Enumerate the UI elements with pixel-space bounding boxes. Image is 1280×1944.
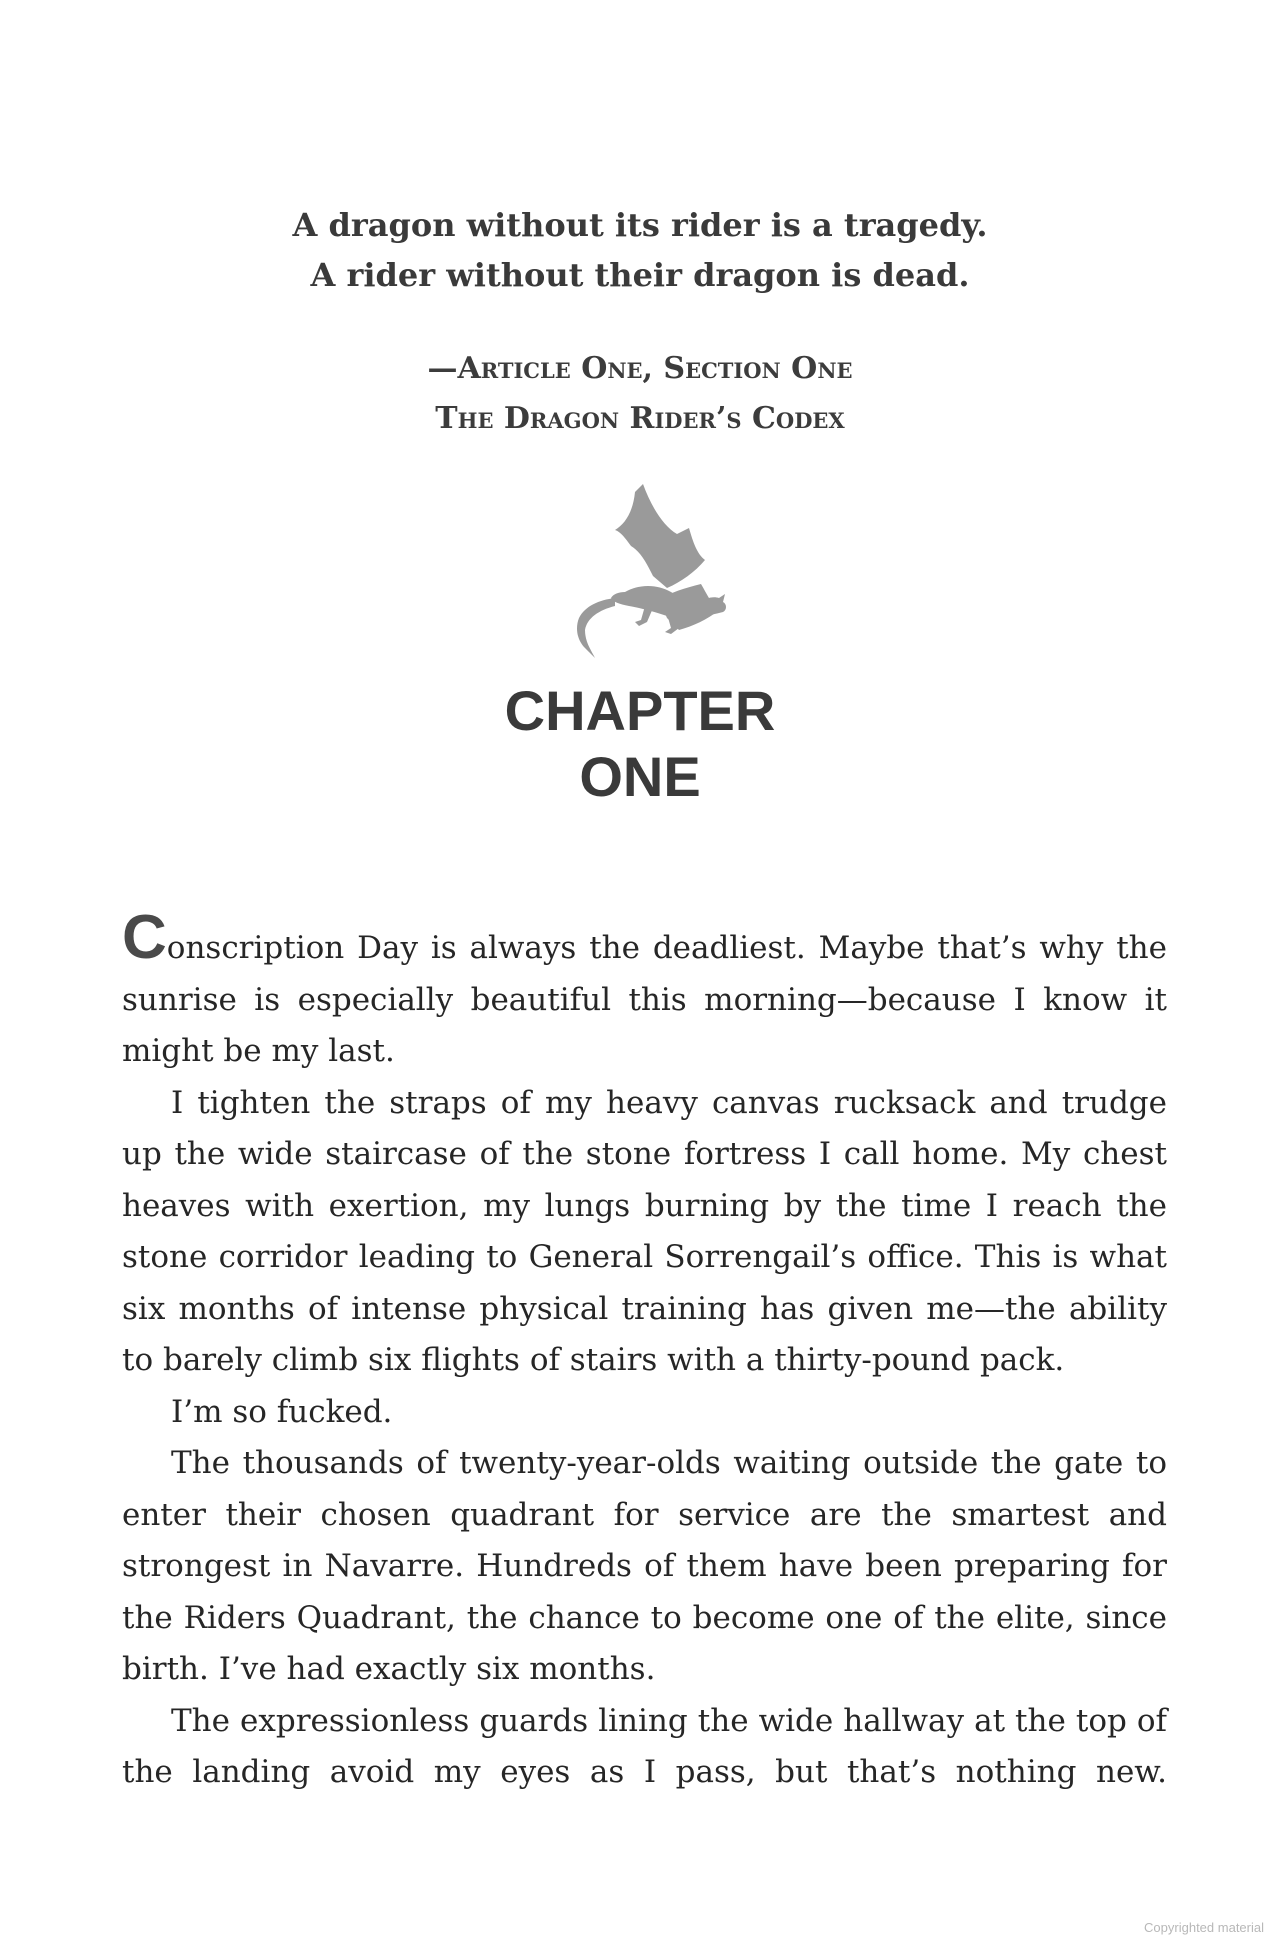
epigraph-line-1: A dragon without its rider is a tragedy. [292,206,988,244]
paragraph-3: I’m so fucked. [171,1393,393,1430]
chapter-body [122,903,1167,1799]
chapter-number: ONE [579,745,701,808]
copyright-watermark: Copyrighted material [1144,1920,1264,1935]
paragraph-5: The expressionless guards lining the wide hallway at the top of the landing avoid my eyes as I pass, but that’s nothing new. [122,1702,1167,1790]
epigraph-line-2: A rider without their dragon is dead. [310,256,970,294]
chapter-heading [0,678,1280,810]
attribution-line-2: The Dragon Rider’s Codex [435,401,845,436]
epigraph [0,200,1280,300]
paragraph-2: I tighten the straps of my heavy canvas rucksack and trudge up the wide staircase of the stone fortress I call home. My chest heaves with exertion, my lungs burning by the time I reach the stone corridor leading to General Sorrengail’s office. This is what six months of intense physical training has given me—the ability to barely climb six flights of stairs with a thirty-pound pack. [122,1084,1167,1378]
dragon-silhouette-icon [555,480,735,660]
epigraph-attribution [0,344,1280,444]
drop-cap: C [122,903,167,972]
paragraph-4: The thousands of twenty-year-olds waiting outside the gate to enter their chosen quadrant for service are the smartest and strongest in Navarre. Hundreds of them have been preparing for the Riders Quadrant, the chance to become one of the elite, since birth. I’ve had exactly six months. [122,1445,1167,1687]
attribution-line-1: —Article One, Section One [427,351,853,386]
paragraph-1-text: onscription Day is always the deadliest. Maybe that’s why the sunrise is especially beautiful this morning—because I know it might be my last. [122,930,1167,1069]
chapter-label: CHAPTER [504,679,776,742]
paragraph-1 [122,903,1167,1078]
